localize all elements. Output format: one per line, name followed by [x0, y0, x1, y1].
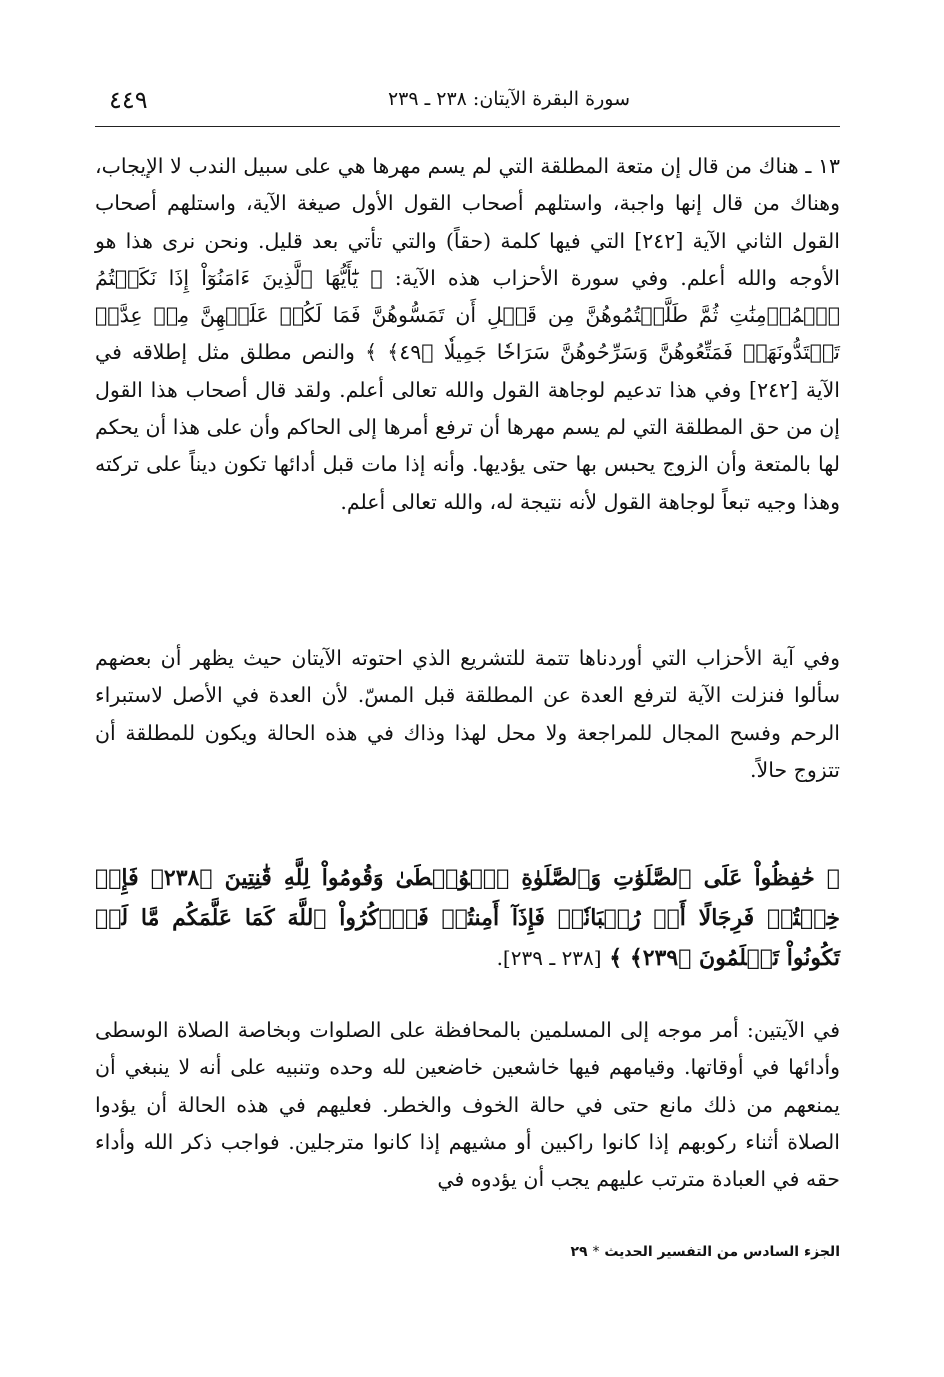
verse-text: ﴿ حَٰفِظُواْ عَلَى ٱلصَّلَوَٰتِ وَٱلصَّلَوٰةِ ٱلۡوُسۡطَىٰ وَقُومُواْ لِلَّهِ قَٰنِتِينَ ﴿٢٣٨﴾ فَإِنۡ خِفۡتُمۡ فَرِجَالًا أَوۡ رُكۡبَانٗاۖ فَإِذَآ أَمِنتُمۡ فَٱذۡكُرُواْ ٱللَّهَ كَمَا عَلَّمَكُم مَّا لَمۡ تَكُونُواْ تَعۡلَمُونَ ﴿٢٣٩﴾ ﴾ [95, 865, 840, 971]
paragraph-ahzab-verse-note: وفي آية الأحزاب التي أوردناها تتمة للتشريع الذي احتوته الآيتان حيث يظهر أن بعضهم سألوا فنزلت الآية لترفع العدة عن المطلقة قبل المسّ. لأن العدة في الأصل لاستبراء الرحم وفسح المجال للمراجعة ولا محل لهذا وذاك في هذه الحالة ويكون للمطلقة أن تتزوج حالاً. [95, 646, 840, 782]
quran-verse-block [95, 858, 840, 978]
page-number: ٤٤٩ [109, 86, 148, 114]
paragraph-commentary: في الآيتين: أمر موجه إلى المسلمين بالمحافظة على الصلوات وبخاصة الصلاة الوسطى وأدائها في أوقاتها. وقيامهم فيها خاشعين خاضعين لله وحده وتنبيه على أنه لا ينبغي أن يمنعهم من ذلك مانع حتى في حالة الخوف والخطر. فعليهم في هذه الحالة أن يؤدوا الصلاة أثناء ركوبهم إذا كانوا راكبين أو مشيهم إذا كانوا مترجلين. فواجب ذكر الله وأداء حقه في العبادة مترتب عليهم يجب أن يؤدوه في [95, 1018, 840, 1192]
footer-number: ٢٩ [570, 1244, 588, 1260]
footer-text: الجزء السادس من التفسير الحديث [604, 1244, 840, 1260]
footer-ornament: * [592, 1244, 600, 1260]
paragraph-divorce-compensation: ١٣ ـ هناك من قال إن متعة المطلقة التي لم يسم مهرها هي على سبيل الندب لا الإيجاب، وهناك من قال إنها واجبة، واستلهم أصحاب القول الأول صيغة الآية، واستلهم أصحاب القول الثاني الآية [٢٤٢] التي فيها كلمة (حقاً) والتي تأتي بعد قليل. ونحن نرى هذا هو الأوجه والله أعلم. وفي سورة الأحزاب هذه الآية: ﴿ يَٰٓأَيُّهَا ٱلَّذِينَ ءَامَنُوٓاْ إِذَا نَكَحۡتُمُ ٱلۡمُؤۡمِنَٰتِ ثُمَّ طَلَّقۡتُمُوهُنَّ مِن قَبۡلِ أَن تَمَسُّوهُنَّ فَمَا لَكُمۡ عَلَيۡهِنَّ مِنۡ عِدَّةٖ تَعۡتَدُّونَهَاۖ فَمَتِّعُوهُنَّ وَسَرِّحُوهُنَّ سَرَاحٗا جَمِيلٗا ﴿٤٩﴾ ﴾ والنص مطلق مثل إطلاقه في الآية [٢٤٢] وفي هذا تدعيم لوجاهة القول والله تعالى أعلم. ولقد قال أصحاب هذا القول إن من حق المطلقة التي لم يسم مهرها أن ترفع أمرها إلى الحاكم وأن على هذا أن يحكم لها بالمتعة وأن الزوج يحبس بها حتى يؤديها. وأنه إذا مات قبل أدائها تكون ديناً على تركته وهذا وجيه تبعاً لوجاهة القول لأنه نتيجة له، والله تعالى أعلم. [95, 154, 840, 514]
running-header [95, 86, 840, 120]
header-title: سورة البقرة الآيتان: ٢٣٨ ـ ٢٣٩ [387, 88, 630, 110]
verse-reference: [٢٣٨ ـ ٢٣٩]. [496, 946, 602, 970]
header-rule [95, 126, 840, 127]
page-footer [570, 1244, 840, 1260]
